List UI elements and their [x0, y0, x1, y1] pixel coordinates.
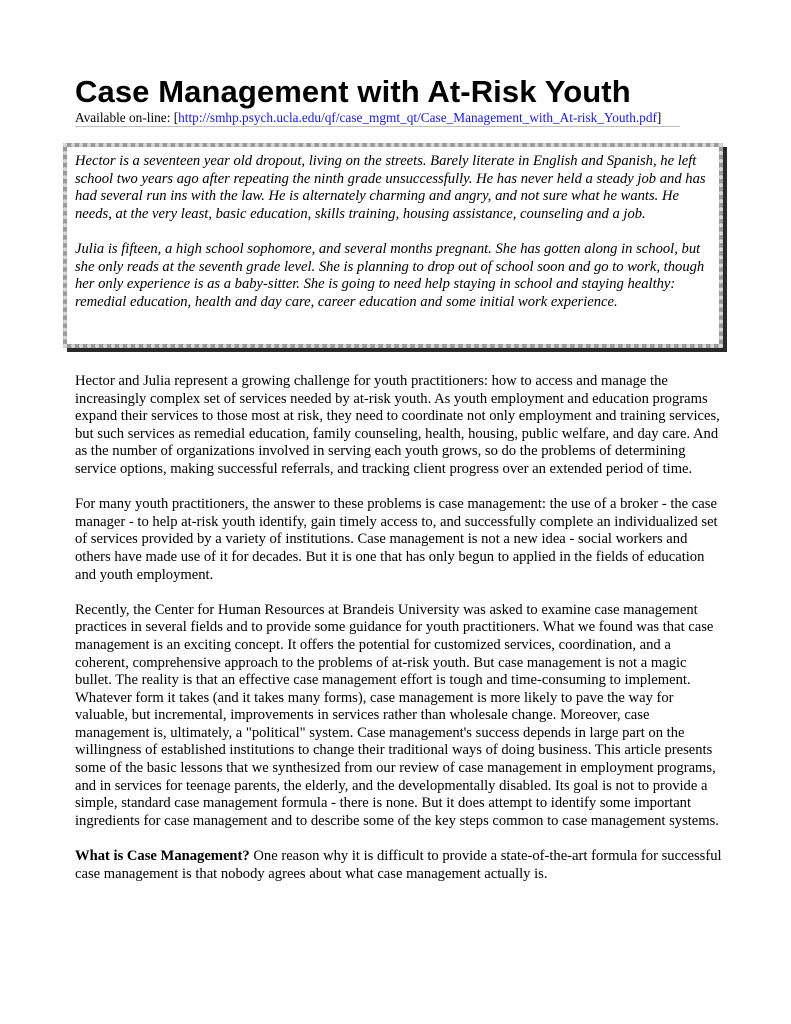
availability-suffix: ]	[656, 110, 662, 125]
document-title: Case Management with At-Risk Youth	[75, 74, 631, 109]
availability-prefix: Available on-line: [	[75, 110, 179, 125]
availability-line	[75, 110, 725, 126]
case-julia-paragraph: Julia is fifteen, a high school sophomore, and several months pregnant. She has gotten along in school, but she only reads at the seventh grade level. She is planning to drop out of school soon and go to work, though her only experience is as a baby-sitter. She is going to need help staying in school and staying healthy: remedial education, health and day care, career education and some initial work experience.	[75, 240, 705, 310]
case-study-box	[63, 143, 723, 348]
section-heading: What is Case Management?	[75, 848, 250, 865]
section-text: One reason why it is difficult to provide a state-of-the-art formula for successful case management is that nobody agrees about what case management actually is.	[75, 848, 722, 882]
source-url-link[interactable]: http://smhp.psych.ucla.edu/qf/case_mgmt_qt/Case_Management_with_At-risk_Youth.pdf	[178, 110, 657, 125]
body-paragraph: Recently, the Center for Human Resources at Brandeis University was asked to examine case management practices in several fields and to provide some guidance for youth practitioners. What we found was that case management is an exciting concept. It offers the potential for customized services, coordination, and a coherent, comprehensive approach to the problems of at-risk youth. But case management is not a magic bullet. The reality is that an effective case management effort is tough and time-consuming to implement. Whatever form it takes (and it takes many forms), case management is more likely to pave the way for valuable, but incremental, improvements in services rather than wholesale change. Moreover, case management is, ultimately, a "political" system. Case management's success depends in large part on the willingness of established institutions to change their traditional ways of doing business. This article presents some of the basic lessons that we synthesized from our review of case management in employment programs, and in services for teenage parents, the elderly, and the developmentally disabled. Its goal is not to provide a simple, standard case management formula - there is none. But it does attempt to identify some important ingredients for case management and to describe some of the key steps common to case management systems.	[75, 601, 719, 829]
body-paragraph: Hector and Julia represent a growing challenge for youth practitioners: how to access and manage the increasingly complex set of services needed by at-risk youth. As youth employment and education programs expand their services to those most at risk, they need to coordinate not only employment and training services, but such services as remedial education, family counseling, health, housing, public welfare, and day care. And as the number of organizations involved in serving each youth grows, so do the problems of determining service options, making successful referrals, and tracking client progress over an extended period of time.	[75, 373, 720, 477]
document-header	[75, 74, 725, 126]
body-paragraph: For many youth practitioners, the answer to these problems is case management: the use of a broker - the case manager - to help at-risk youth identify, gain timely access to, and successfully complete an individualized set of services provided by a variety of institutions. Case management is not a new idea - social workers and others have made use of it for decades. But it is one that has only begun to applied in the fields of education and youth employment.	[75, 496, 718, 583]
body-paragraph-section	[75, 848, 725, 883]
header-divider	[75, 126, 680, 127]
case-hector-paragraph: Hector is a seventeen year old dropout, living on the streets. Barely literate in English and Spanish, he left school two years ago after repeating the ninth grade unsuccessfully. He has never held a steady job and has had several run ins with the law. He is alternately charming and angry, and not sure what he wants. He needs, at the very least, basic education, skills training, housing assistance, counseling and a job.	[75, 153, 706, 222]
article-body	[75, 373, 725, 901]
